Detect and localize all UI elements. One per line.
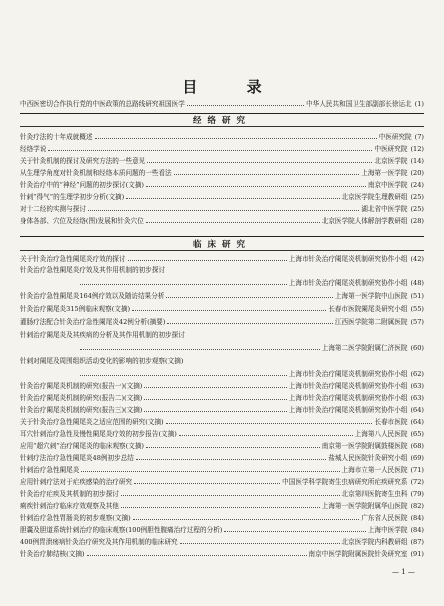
leader-dots: [80, 370, 287, 376]
toc-entry: [20, 406, 424, 415]
entry-author: 上海市针灸治疗阑尾炎机制研究协作小组: [288, 255, 408, 263]
leader-dots: [144, 406, 286, 412]
entry-page: (63): [410, 394, 424, 402]
entry-page: (64): [410, 418, 424, 426]
entry-author: 南京中医学院: [367, 181, 408, 189]
entry-author: 中国医学科学院寄生虫病研究所疟疾研究系: [282, 478, 408, 486]
toc-entry: [20, 442, 424, 451]
leader-dots: [95, 133, 377, 139]
section-rule: [20, 236, 424, 237]
toc-entry: [20, 514, 424, 523]
toc-entry: [20, 133, 424, 142]
entry-title: 针灸治疗肺结核(文摘): [20, 550, 85, 558]
entry-title: 耳穴针刺治疗急性及慢性阑尾炎疗效的初步报告(文摘): [20, 430, 177, 438]
entry-author: 上海市立第一人民医院: [341, 466, 408, 474]
leader-dots: [180, 538, 340, 544]
entry-author: 上海第八人民医院: [354, 430, 408, 438]
toc-entry: [20, 538, 424, 547]
toc-entry: [20, 318, 424, 327]
toc-entry: [20, 357, 424, 366]
entry-author: 广东省人民医院: [361, 514, 408, 522]
leader-dots: [121, 502, 320, 508]
entry-page: (55): [410, 305, 424, 313]
entry-author: 上海市针灸治疗阑尾炎机制研究协作小组: [288, 394, 408, 402]
entry-author: 中医研究院: [374, 145, 408, 153]
leader-dots: [167, 318, 333, 324]
toc-entry: [20, 255, 424, 264]
entry-author: 北京医学院人体解剖学教研组: [321, 217, 408, 225]
entry-page: (25): [410, 205, 424, 213]
toc-entry: [20, 466, 424, 475]
leader-dots: [132, 305, 326, 311]
leader-dots: [87, 550, 307, 556]
entry-title: 针灸疗法的十年成就概述: [20, 133, 93, 141]
entry-page: (82): [410, 502, 424, 510]
entry-title: 针刺治疗阑尾炎及其疾病的分析及其作用机制的初步探讨: [20, 331, 185, 339]
toc-entry: [20, 550, 424, 559]
entry-author: 上海市针灸治疗阑尾炎机制研究协作小组: [288, 406, 408, 414]
leader-dots: [166, 292, 332, 298]
entry-title: 灌肠疗法配合针灸治疗急性阑尾炎42例分析(摘要): [20, 318, 166, 326]
leader-dots: [144, 382, 286, 388]
entry-author: 盐城人民医院针灸研究小组: [328, 454, 408, 462]
entry-author: 湖北省中医学院: [361, 205, 408, 213]
entry-author: 上海第一医学院: [361, 169, 408, 177]
leader-dots: [126, 193, 339, 199]
entry-page: (51): [410, 292, 424, 300]
entry-author: 南京中医学院附属医院针灸研究室: [308, 550, 408, 558]
leader-dots: [128, 255, 287, 261]
entry-author: 南京第一医学院附属鼓楼医院: [321, 442, 408, 450]
leader-dots: [187, 100, 304, 106]
entry-page: (87): [410, 538, 424, 546]
entry-page: (12): [410, 145, 424, 153]
toc-entry: [20, 266, 424, 275]
toc-entry: [20, 382, 424, 391]
entry-page: (24): [410, 181, 424, 189]
toc-entry: [20, 145, 424, 154]
leader-dots: [136, 454, 326, 460]
entry-title: 痢疾针刺治疗临床疗效观察及其他: [20, 502, 119, 510]
entry-page: (71): [410, 466, 424, 474]
entry-author: 北京第四医院寄生虫科: [341, 490, 408, 498]
leader-dots: [80, 344, 320, 350]
entry-page: (65): [410, 430, 424, 438]
section-rule: [20, 250, 424, 251]
entry-author: 中医研究院: [378, 133, 412, 141]
toc-entry: [20, 331, 424, 340]
toc-entry: [20, 193, 424, 202]
entry-title: 从生理学角度对针灸机制和经络本质问题的一些看法: [20, 169, 172, 177]
entry-page: (84): [410, 526, 424, 534]
entry-title: 针灸治疗阑尾炎机制的研究(报告三)(文摘): [20, 406, 143, 414]
entry-title: 400例胃溃疡病针灸治疗研究及其作用机制的临床研究: [20, 538, 178, 546]
leader-dots: [81, 466, 339, 472]
leader-dots: [147, 157, 372, 163]
leader-dots: [121, 490, 340, 496]
section-heading-meridian: 经络研究: [192, 116, 251, 126]
leader-dots: [134, 478, 280, 484]
entry-page: (28): [410, 217, 424, 225]
entry-title: 针灸治疗急性阑尾炎疗效及其作用机制的初步探讨: [20, 266, 166, 274]
entry-title: 针刺对阑尾及周围组织活动变化的影响的初步观察(文摘): [20, 357, 184, 365]
toc-entry: [20, 205, 424, 214]
toc-entry-intro: [20, 100, 424, 109]
entry-page: (91): [410, 550, 424, 558]
entry-title: 针灸治疗阑尾炎机制的研究(报告一)(文摘): [20, 382, 143, 390]
entry-title: 针灸治疗阑尾炎315例临床观察(文摘): [20, 305, 131, 313]
toc-entry-continuation: [20, 279, 424, 288]
entry-page: (84): [410, 514, 424, 522]
entry-page: (62): [410, 370, 424, 378]
entry-page: (69): [410, 454, 424, 462]
entry-author: 上海中医学院: [367, 526, 408, 534]
toc-entry: [20, 478, 424, 487]
leader-dots: [146, 442, 320, 448]
entry-author: 长春市医院阑尾炎研究小组: [328, 305, 408, 313]
leader-dots: [174, 169, 360, 175]
leader-dots: [144, 394, 286, 400]
leader-dots: [48, 145, 372, 151]
toc-entry: [20, 292, 424, 301]
entry-author: 上海第二医学院附属仁济医院: [321, 344, 408, 352]
section-heading-clinical: 临床研究: [192, 240, 251, 250]
entry-author: 长春市医院: [374, 418, 408, 426]
entry-page: (48): [410, 279, 424, 287]
entry-title: 应用“超穴刺”治疗阑尾炎的临床观察(文摘): [20, 442, 144, 450]
entry-page: (42): [410, 255, 424, 263]
entry-page: (14): [410, 157, 424, 165]
entry-title: 关于针灸治疗急性阑尾炎之适应范围的研究(文摘): [20, 418, 164, 426]
leader-dots: [88, 205, 359, 211]
entry-title: 针刺疗法治疗急性阑尾炎48例初步总结: [20, 454, 134, 462]
entry-page: (64): [410, 406, 424, 414]
entry-page: (60): [410, 344, 424, 352]
toc-entry: [20, 502, 424, 511]
entry-author: 上海市针灸治疗阑尾炎机制研究协作小组: [288, 382, 408, 390]
entry-title: 针灸治疗急性阑尾炎164例疗效以及随访结果分析: [20, 292, 165, 300]
entry-page: (72): [410, 478, 424, 486]
entry-author: 上海市针灸治疗阑尾炎机制研究协作小组: [288, 279, 408, 287]
entry-title: 关于针灸机制的探讨及研究方法的一些意见: [20, 157, 146, 165]
entry-title: 中西医密切合作执行党的中医政策的总路线研究祖国医学: [20, 100, 185, 108]
entry-title: 身体各部、穴位及经络(图)发展和针灸穴位: [20, 217, 144, 225]
entry-page: (68): [410, 442, 424, 450]
toc-entry: [20, 169, 424, 178]
toc-entry: [20, 454, 424, 463]
entry-title: 针刺治疗急性阑尾炎: [20, 466, 80, 474]
entry-page: (63): [410, 382, 424, 390]
toc-entry: [20, 181, 424, 190]
entry-author: 上海第一医学院附属华山医院: [321, 502, 408, 510]
leader-dots: [166, 418, 373, 424]
section-rule: [20, 126, 424, 127]
entry-title: 应用针刺疗法对于疟疾感染的治疗研究: [20, 478, 133, 486]
entry-page: (1): [414, 100, 424, 108]
entry-title: 关于针灸治疗急性阑尾炎疗效的探讨: [20, 255, 126, 263]
toc-title: 目 录: [182, 78, 284, 96]
entry-title: 针刺“得气”的生理学初步分析(文摘): [20, 193, 125, 201]
entry-title: 针刺治疗急性胃肠炎的初步观察(文摘): [20, 514, 131, 522]
toc-entry: [20, 490, 424, 499]
leader-dots: [146, 217, 320, 223]
entry-author: 北京医学院内科教研组: [341, 538, 408, 546]
entry-author: 上海市针灸治疗阑尾炎机制研究协作小组: [288, 370, 408, 378]
toc-entry: [20, 394, 424, 403]
entry-title: 经络学说: [20, 145, 47, 153]
entry-author: 北京医学院生理教研组: [341, 193, 408, 201]
entry-author: 北京医学院: [374, 157, 408, 165]
entry-title: 对十二经的实测与探讨: [20, 205, 86, 213]
page-number: — 1 —: [392, 568, 415, 576]
entry-title: 针灸治疗中的“神经”问题的初步探讨(文摘): [20, 181, 144, 189]
toc-entry-continuation: [20, 370, 424, 379]
toc-entry: [20, 430, 424, 439]
leader-dots: [80, 279, 287, 285]
toc-entry: [20, 217, 424, 226]
entry-page: (25): [410, 193, 424, 201]
leader-dots: [224, 526, 366, 532]
entry-title: 针灸治疗疟疾及其机制的初步探讨: [20, 490, 119, 498]
toc-entry: [20, 526, 424, 535]
entry-page: (20): [410, 169, 424, 177]
toc-entry-continuation: [20, 344, 424, 353]
entry-page: (7): [414, 133, 424, 141]
entry-title: 胆囊及胆道系统针刺治疗的临床观察(100例胆性腹痛治疗过程的分析): [20, 526, 223, 534]
toc-entry: [20, 418, 424, 427]
toc-entry: [20, 157, 424, 166]
entry-page: (57): [410, 318, 424, 326]
toc-entry: [20, 305, 424, 314]
leader-dots: [179, 430, 353, 436]
entry-page: (79): [410, 490, 424, 498]
entry-author: 中华人民共和国卫生部副部长徐运北: [306, 100, 412, 108]
leader-dots: [133, 514, 360, 520]
entry-author: 上海第一医学院中山医院: [334, 292, 408, 300]
entry-author: 江西医学院第二附属医院: [334, 318, 408, 326]
leader-dots: [146, 181, 366, 187]
entry-title: 针灸治疗阑尾炎机制的研究(报告二)(文摘): [20, 394, 143, 402]
